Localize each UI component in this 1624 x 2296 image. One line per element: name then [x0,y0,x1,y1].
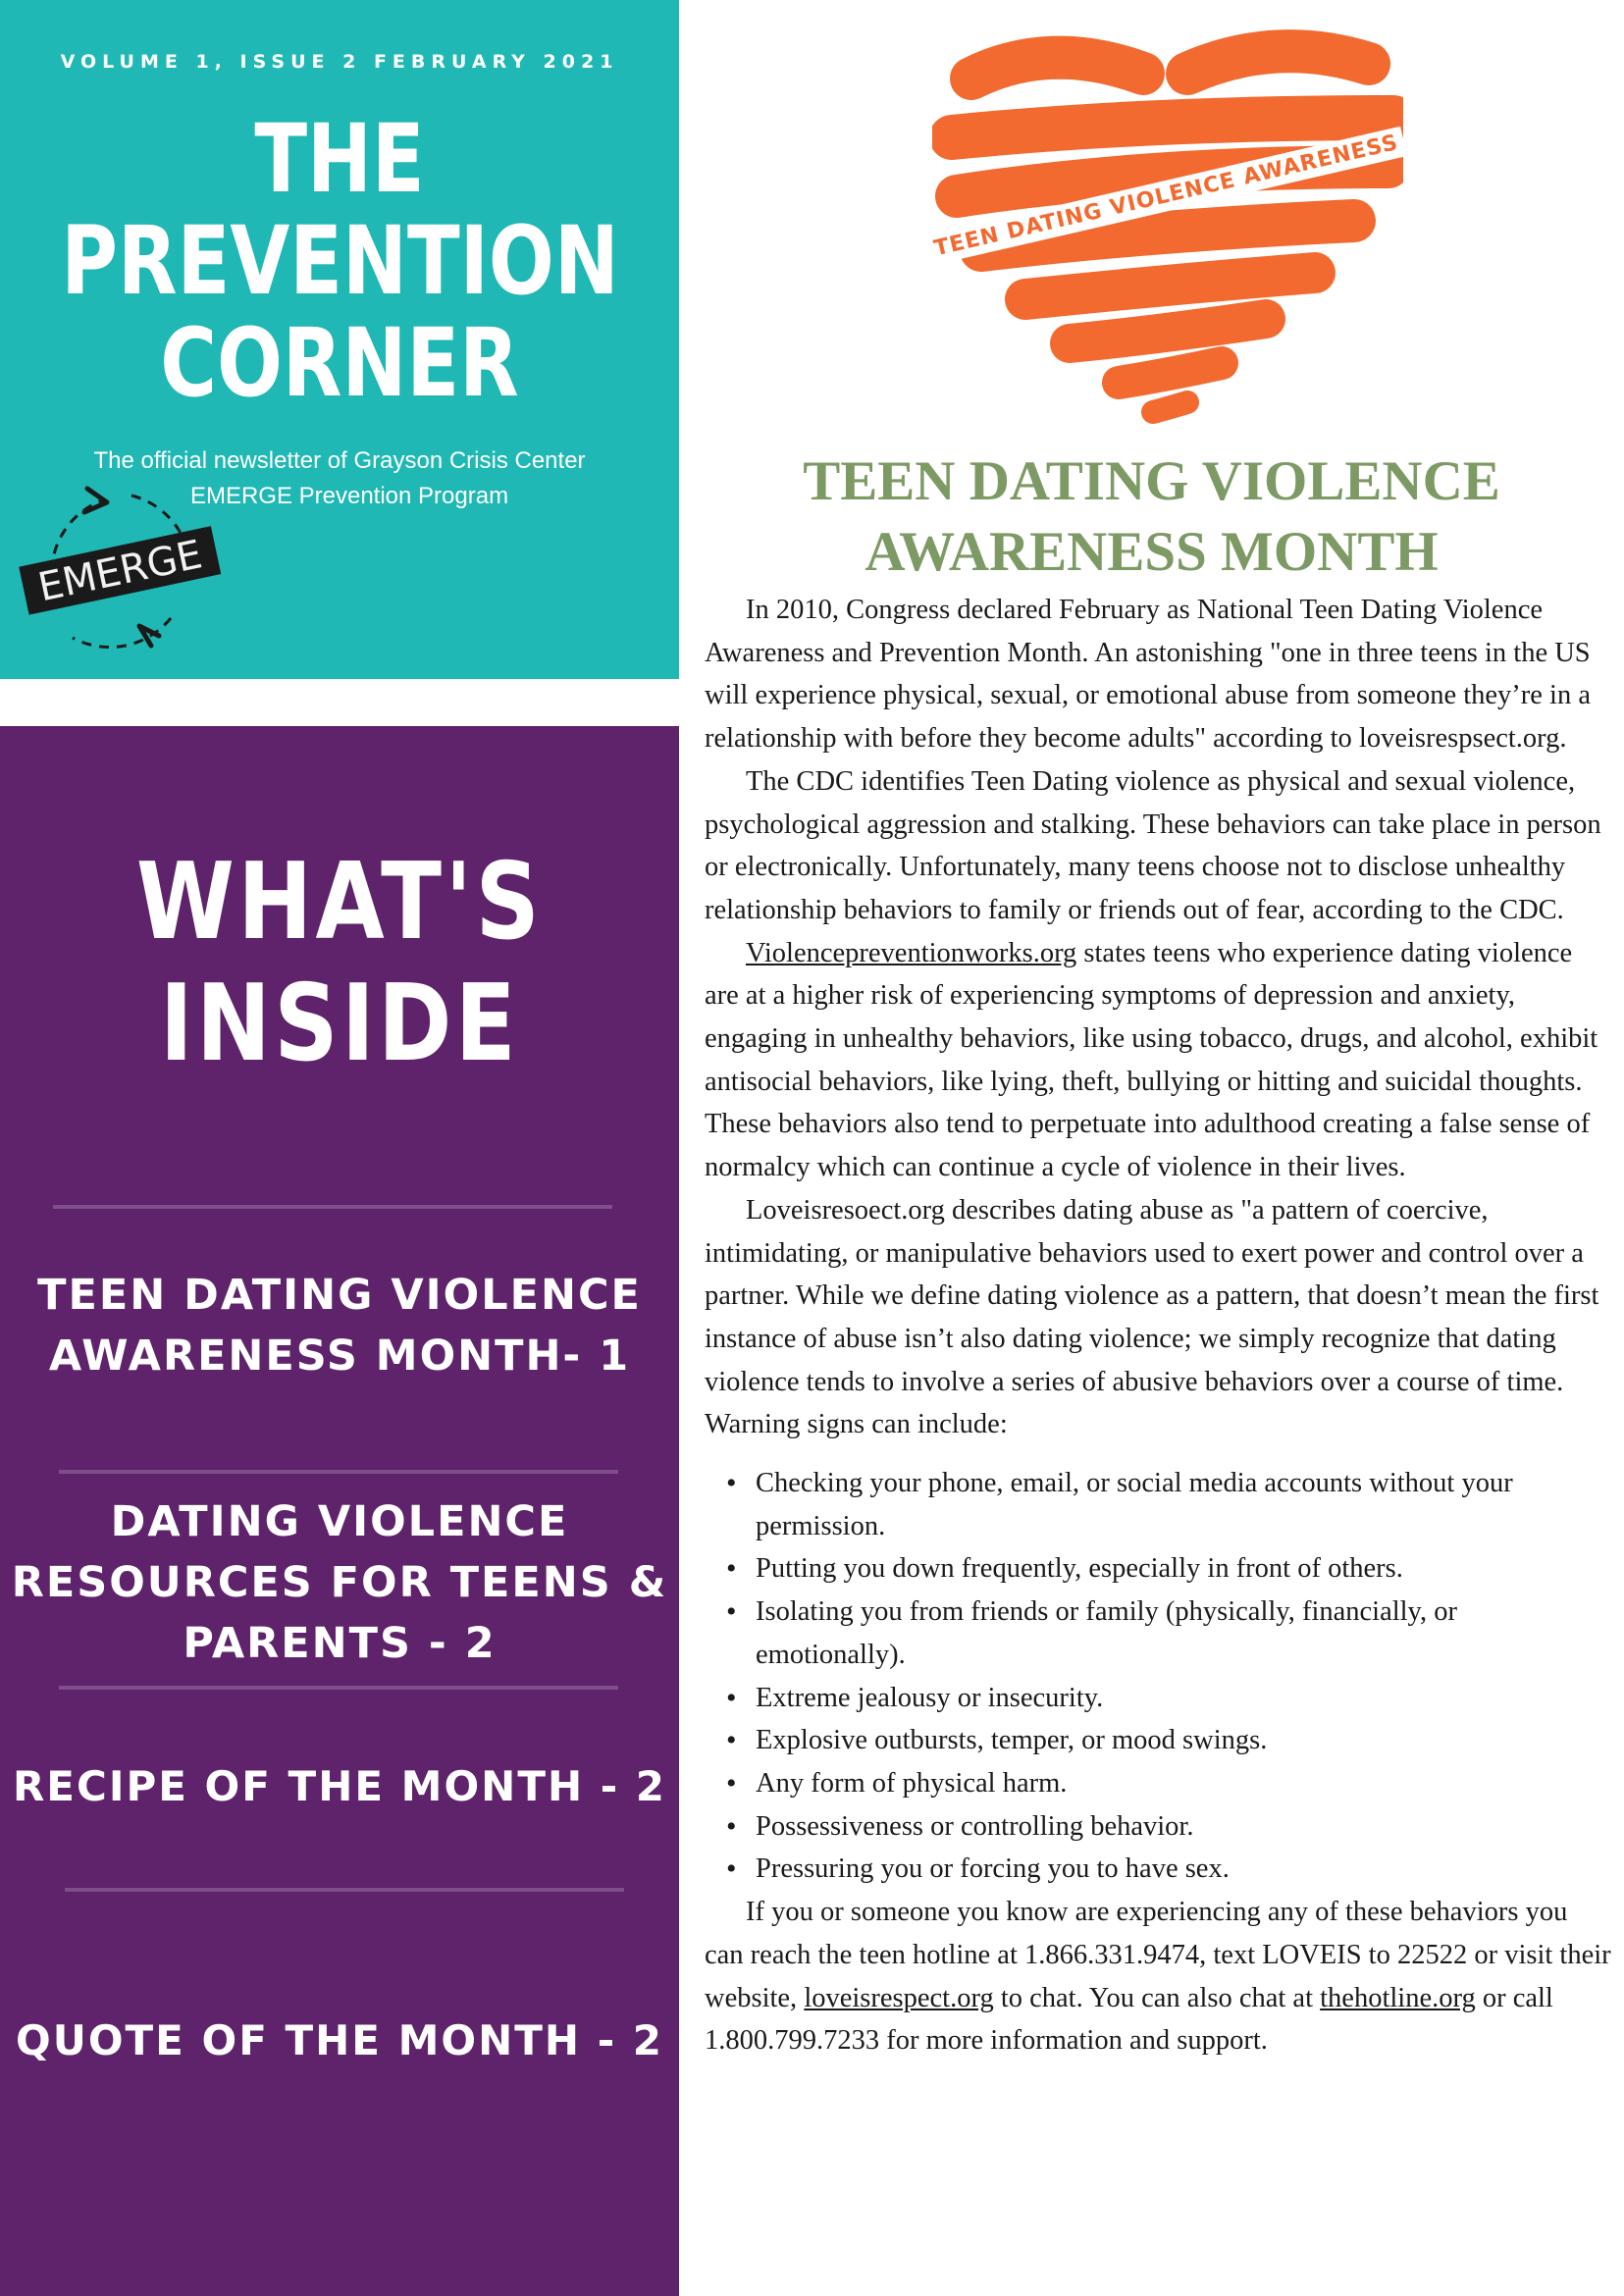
list-item: • Extreme jealousy or insecurity. [705,1677,1612,1720]
arrow-icon [84,489,107,512]
whats-inside-heading [54,842,624,1085]
warning-signs-list [705,1462,1612,1891]
toc-item-resources [0,1491,679,1674]
list-item: • Putting you down frequently, especially in front of others. [705,1547,1612,1591]
title-line: CORNER [160,308,519,418]
paragraph-text: states teens who experience dating violence are at a higher risk of experiencing symptoms of depression and anxiety, engaging in unhealthy behaviors, like using tobacco, drugs, and alcohol, exhibit antisocial behaviors, like lying, theft, bullying or hitting and suicidal thoughts. These behaviors also tend to perpetuate into adulthood creating a false sense of normalcy which can continue a cycle of violence in their lives. [705,937,1598,1183]
paragraph [705,760,1612,932]
emerge-logo-text: EMERGE [33,532,206,611]
paragraph [705,1891,1612,2062]
whats-inside-panel [0,726,679,2296]
toc-item-teen-dating-violence [0,1265,679,1386]
title-line: TEEN DATING VIOLENCE [803,450,1500,512]
toc-line: QUOTE OF THE MONTH - 2 [16,2016,663,2064]
loveisrespect-link[interactable]: loveisrespect.org [804,1982,994,2013]
toc-item-recipe [0,1756,679,1817]
subtitle-line: EMERGE Prevention Program [189,483,509,509]
paragraph-text: The CDC identifies Teen Dating violence as physical and sexual violence, psychological aggression and stalking. These behaviors can take place in person or electronically. Unfortunately, many teens choose not to disclose unhealthy relationship behaviors to family or friends out of fear, according to the CDC. [705,765,1601,925]
list-item: • Pressuring you or forcing you to have sex. [705,1848,1612,1891]
list-item: • Isolating you from friends or family (physically, financially, or emotionally). [705,1591,1612,1676]
issue-info: VOLUME 1, ISSUE 2 FEBRUARY 2021 [60,51,619,73]
list-item: • Explosive outbursts, temper, or mood swings. [705,1719,1612,1762]
paragraph: Loveisresoect.org describes dating abuse as "a pattern of coercive, intimidating, or manipulative behaviors used to exert power and control over a partner. While we define dating violence as a pattern, that doesn’t mean the first instance of abuse isn’t also dating violence; we simply recognize that dating violence tends to involve a series of abusive behaviors over a course of time. Warning signs can include: [705,1194,1599,1440]
toc-line: AWARENESS MONTH- 1 [48,1331,631,1381]
divider [65,1888,624,1892]
masthead [0,0,679,679]
toc-line: TEEN DATING VIOLENCE [37,1271,642,1320]
paragraph [705,932,1612,1189]
toc-line: DATING VIOLENCE [110,1497,569,1546]
toc-line: RESOURCES FOR TEENS & [11,1558,668,1607]
heart-logo-text: TEEN DATING VIOLENCE AWARENESS [932,130,1401,262]
list-item: • Any form of physical harm. [705,1762,1612,1805]
heading-line: INSIDE [159,963,520,1085]
subtitle-line: The official newsletter of Grayson Crisis Center [93,447,586,474]
title-line: THE [254,104,425,214]
heart-logo [932,20,1403,432]
thehotline-link[interactable]: thehotline.org [1320,1982,1476,2013]
paragraph-text: or call 1.800.799.7233 for more information and support. [705,1982,1553,2057]
divider [59,1470,618,1474]
title-line: PREVENTION [61,206,619,316]
emerge-logo [14,471,230,667]
article-title [679,446,1624,588]
paragraph-text: to chat. You can also chat at [993,1982,1321,2013]
paragraph: In 2010, Congress declared February as National Teen Dating Violence Awareness and Prevention Month. An astonishing "one in three teens in the US will experience physical, sexual, or emotional abuse from someone they’re in a relationship with before they become adults" according to loveisrespsect.org. [705,595,1591,755]
toc-line: PARENTS - 2 [183,1619,497,1668]
title-line: AWARENESS MONTH [864,521,1439,583]
divider [59,1686,618,1690]
paragraph-text: If you or someone you know are experiencing any of these behaviors you can reach the teen hotline at 1.866.331.9474, text LOVEIS to 22522 or visit their website, [705,1897,1611,2013]
heading-line: WHAT'S [135,841,544,964]
list-item: • Checking your phone, email, or social media accounts without your permission. [705,1462,1612,1547]
list-item: • Possessiveness or controlling behavior. [705,1805,1612,1849]
violencepreventionworks-link[interactable]: Violencepreventionworks.org [746,937,1077,968]
toc-item-quote [0,2010,679,2071]
arrow-icon [139,626,159,646]
newsletter-title [61,104,619,418]
toc-line: RECIPE OF THE MONTH - 2 [12,1762,667,1810]
article-body [705,589,1612,2062]
divider [53,1205,612,1209]
